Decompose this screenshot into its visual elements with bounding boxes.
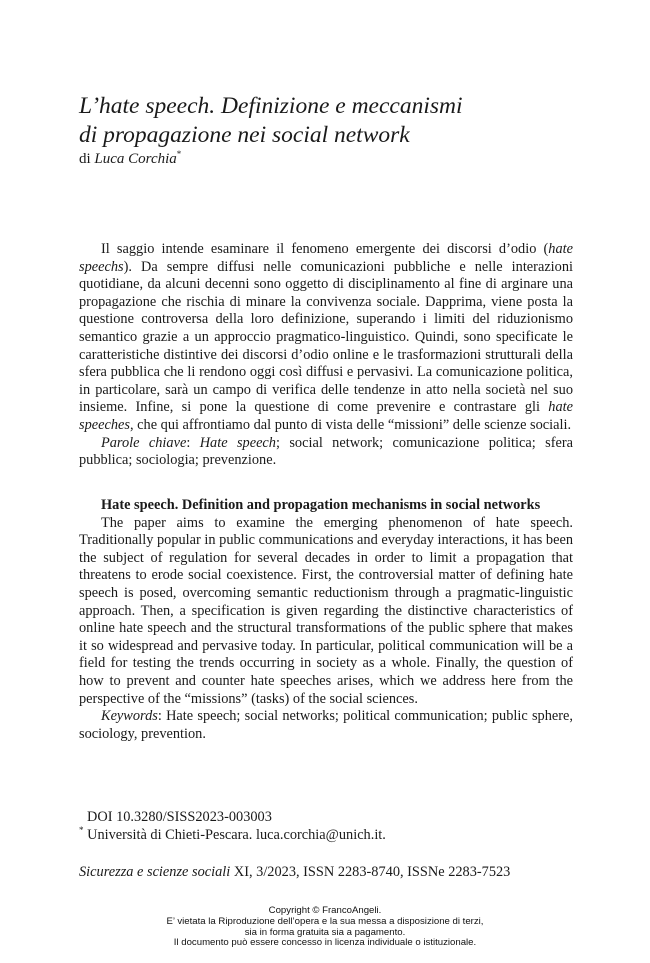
abstract-english bbox=[79, 497, 573, 743]
copyright-line-3: sia in forma gratuita sia a pagamento. bbox=[244, 926, 406, 938]
copyright-line-1: Copyright © FrancoAngeli. bbox=[268, 905, 382, 916]
abstract-text: ). Da sempre diffusi nelle comunicazioni pubbliche e nelle interazioni quotidiane, da alcuni decenni sono oggetto di disciplinamento al fine di arginare una propagazione che rischia di minare la convivenza sociale. Dapprima, viene posta la questione controversa della loro definizione, superando i limiti del riduzionismo semantico grazie a un approccio pragmatico-linguistico. Quindi, sono specificate le caratteristiche distintive dei discorsi d’odio online e le trasformazioni strutturali della sfera pubblica che li rendono oggi così diffusi e pervasivi. La comunicazione politica, in particolare, sarà un campo di verifica delle tendenze in atto nella società nel suo insieme. Infine, si pone la questione di come prevenire e contrastare gli bbox=[79, 258, 573, 416]
keywords-label: Parole chiave bbox=[101, 434, 187, 451]
byline-prefix: di bbox=[79, 151, 95, 167]
article-title bbox=[79, 92, 559, 150]
abstract-italian-body bbox=[79, 241, 573, 435]
abstract-text: , che qui affrontiamo dal punto di vista delle “missioni” delle scienze sociali. bbox=[129, 416, 572, 433]
title-line-2: di propagazione nei social network bbox=[79, 122, 410, 148]
keywords-list: : Hate speech; social networks; political communication; public sphere, sociology, prevention. bbox=[79, 708, 573, 742]
abstract-english-body: The paper aims to examine the emerging phenomenon of hate speech. Traditionally popular in public communications and everyday interactions, it has been the subject of regulation for several decades in order to limit a propagation that threatens to erode social coexistence. First, the controversial matter of defining hate speech is posed, overcoming semantic reductionism through a pragmatic-linguistic approach. Then, a specification is given regarding the distinctive characteristics of online hate speech and the structural transformations of the public sphere that makes it so widespread and pervasive today. In particular, political communication will be a field for testing the trends occurring in society as a whole. Finally, the question of how to prevent and counter hate speeches arises, which we address here from the perspective of the “missions” (tasks) of the social sciences. bbox=[79, 514, 573, 707]
keywords-label: Keywords bbox=[101, 708, 158, 725]
abstract-term: hate speeches bbox=[79, 399, 573, 433]
copyright-line-2: E’ vietata la Riproduzione dell’opera e la sua messa a disposizione di terzi, bbox=[166, 915, 484, 927]
keywords-term: Hate speech bbox=[199, 434, 276, 451]
abstract-italian bbox=[79, 241, 573, 470]
doi: DOI 10.3280/SISS2023-003003 bbox=[87, 809, 272, 825]
author-name: Luca Corchia bbox=[94, 151, 177, 167]
byline bbox=[79, 150, 181, 168]
english-title: Hate speech. Definition and propagation mechanisms in social networks bbox=[101, 497, 541, 513]
journal-info: XI, 3/2023, ISSN 2283-8740, ISSNe 2283-7523 bbox=[230, 864, 511, 880]
journal-name: Sicurezza e scienze sociali bbox=[79, 864, 231, 880]
affiliation-text: Università di Chieti-Pescara. luca.corchia@unich.it. bbox=[83, 827, 386, 843]
keywords-separator: : bbox=[186, 434, 200, 451]
author-affiliation bbox=[79, 826, 386, 844]
copyright-line-4: Il documento può essere concesso in licenza individuale o istituzionale. bbox=[173, 937, 477, 949]
abstract-term: hate speechs bbox=[79, 241, 573, 275]
copyright-notice bbox=[0, 906, 650, 949]
abstract-text: Il saggio intende esaminare il fenomeno emergente dei discorsi d’odio ( bbox=[101, 241, 549, 257]
journal-citation bbox=[79, 863, 510, 881]
affiliation-marker: * bbox=[79, 825, 84, 836]
english-keywords bbox=[79, 708, 573, 743]
title-line-1: L’hate speech. Definizione e meccanismi bbox=[79, 93, 463, 119]
italian-keywords bbox=[79, 435, 573, 470]
keywords-list: ; social network; comunicazione politica; sfera pubblica; sociologia; prevenzione. bbox=[79, 434, 573, 469]
author-footnote-marker: * bbox=[176, 149, 182, 159]
